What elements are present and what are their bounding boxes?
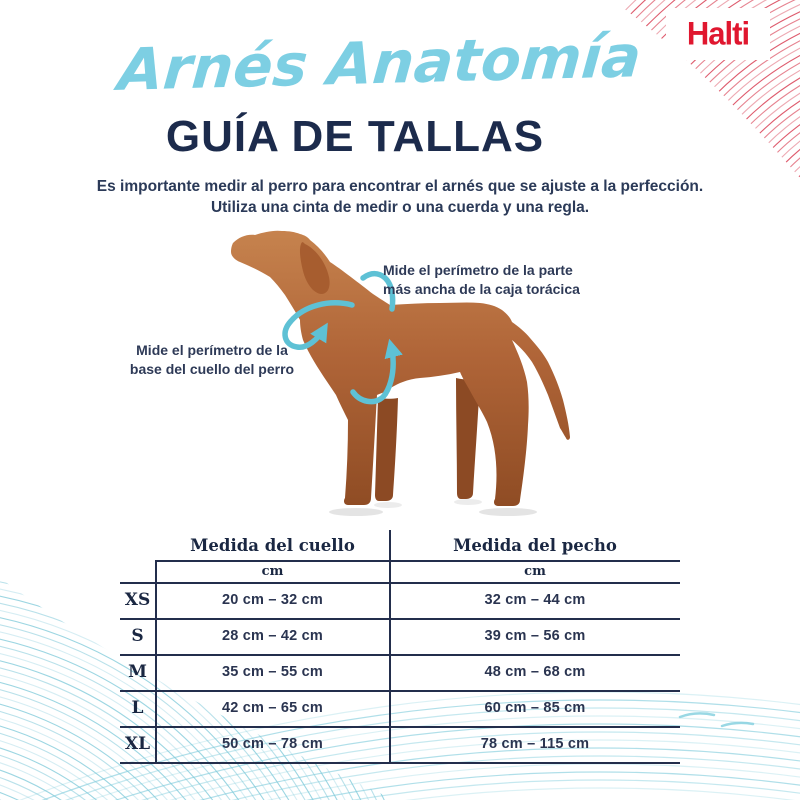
row-s-chest: 39 cm – 56 cm [484,628,586,644]
subtitle-line-2: Utiliza una cinta de medir o una cuerda y una regla. [210,199,590,216]
neck-note-line-2: base del cuello del perro [129,361,295,377]
unit-neck: cm [261,563,284,579]
table-line-row-2 [120,654,680,656]
row-m-size: M [128,662,147,682]
chest-measure-note [383,261,613,299]
halti-logo-text: Halti [686,15,750,52]
teal-ripple-highlights [680,713,753,726]
chest-note-line-2: más ancha de la caja torácica [383,281,580,297]
row-l-neck: 42 cm – 65 cm [222,700,323,716]
row-xl-neck: 50 cm – 78 cm [222,736,323,752]
title-script-text: Arnés Anatomía [116,22,644,104]
row-xs-chest: 32 cm – 44 cm [484,592,586,608]
row-xl-size: XL [124,734,151,754]
neck-note-line-1: Mide el perímetro de la [136,342,288,358]
table-divider-left-vertical [155,560,157,764]
neck-measure-note [124,341,300,379]
unit-chest: cm [524,563,546,579]
subtitle-line-1: Es importante medir al perro para encontrar el arnés que se ajuste a la perfección. [96,178,704,195]
dog-far-legs [375,378,480,501]
table-line-row-1 [120,618,680,620]
table-line-row-3 [120,690,680,692]
row-s-size: S [131,626,144,646]
halti-logo [666,8,770,60]
row-s-neck: 28 cm – 42 cm [222,628,323,644]
table-line-under-units [120,582,680,584]
chest-note-line-1: Mide el perímetro de la parte [383,262,573,278]
row-l-chest: 60 cm – 85 cm [484,700,586,716]
row-xs-size: XS [124,590,151,610]
row-xl-chest: 78 cm – 115 cm [480,736,590,752]
size-table [120,530,680,764]
row-xs-neck: 20 cm – 32 cm [222,592,323,608]
page-title: GUÍA DE TALLAS [165,112,545,161]
col-header-neck: Medida del cuello [190,535,355,555]
title-script [100,22,660,104]
table-line-row-4 [120,726,680,728]
row-l-size: L [131,698,144,718]
row-m-neck: 35 cm – 55 cm [222,664,323,680]
table-divider-middle-vertical [389,530,391,764]
col-header-chest: Medida del pecho [453,535,617,555]
size-table-grid [120,530,680,764]
row-m-chest: 48 cm – 68 cm [484,664,586,680]
subtitle [60,176,740,218]
table-line-under-headers [155,560,680,562]
table-line-bottom [120,762,680,764]
